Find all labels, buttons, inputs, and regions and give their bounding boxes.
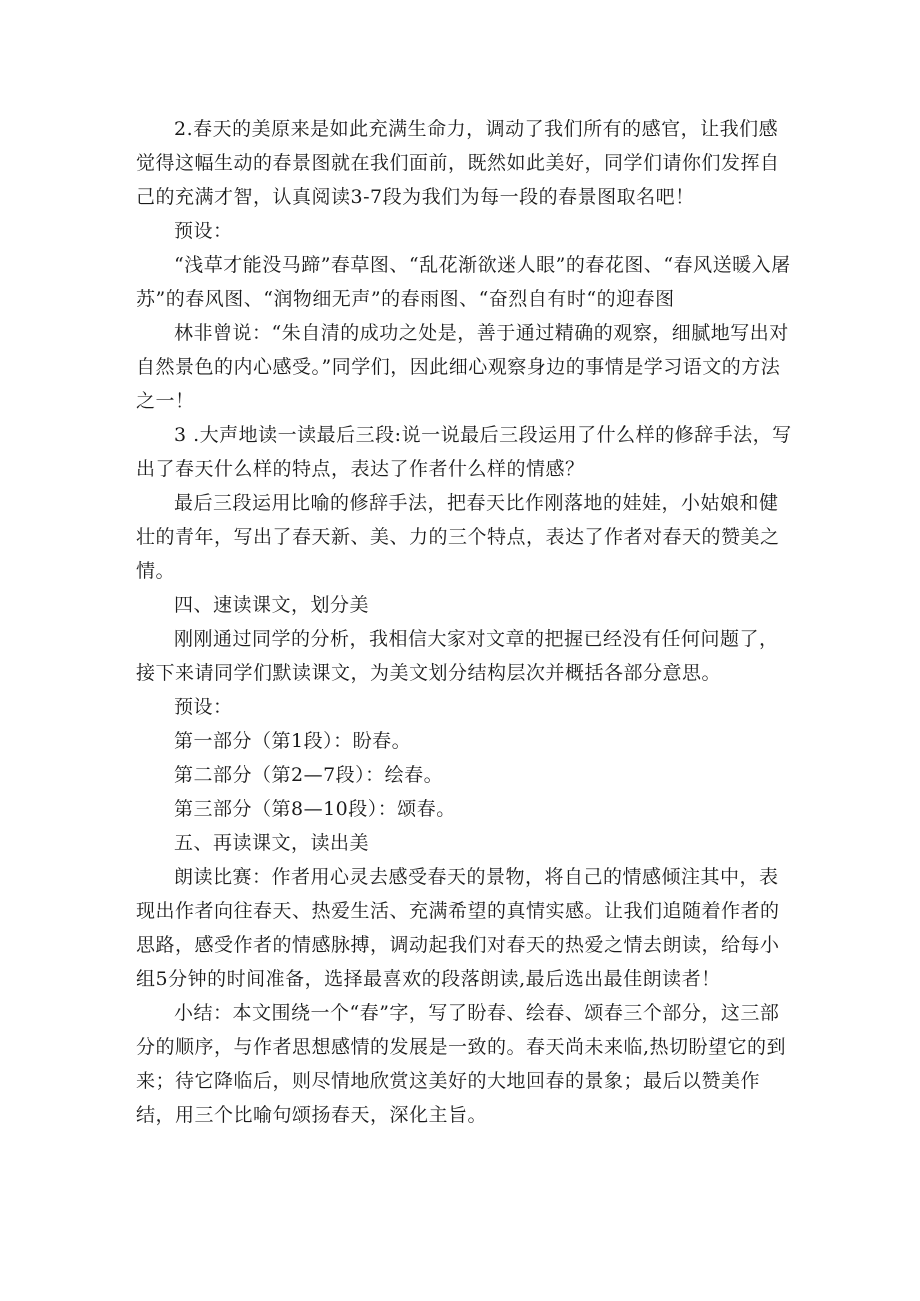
structure-part-3: 第三部分（第8—10段）：颂春。 [174, 798, 456, 820]
paragraph-scene-names: “浅草才能没马蹄”春草图、“乱花渐欲迷人眼”的春花图、“春风送暖入屠苏”的春风图、“润物细无声”的春雨图、“奋烈自有时“的迎春图 [136, 254, 791, 310]
paragraph-task-2: 2.春天的美原来是如此充满生命力，调动了我们所有的感官，让我们感觉得这幅生动的春景图就在我们面前，既然如此美好，同学们请你们发挥自己的充满才智，认真阅读3-7段为我们为每一段的春景图取名吧！ [136, 118, 780, 208]
paragraph-quote: 林非曾说：“朱自清的成功之处是，善于通过精确的观察，细腻地写出对自然景色的内心感受。”同学们，因此细心观察身边的事情是学习语文的方法之一！ [136, 322, 789, 412]
paragraph-answer-3: 最后三段运用比喻的修辞手法，把春天比作刚落地的娃娃，小姑娘和健壮的青年，写出了春天新、美、力的三个特点，表达了作者对春天的赞美之情。 [136, 492, 780, 582]
preset-label: 预设： [174, 696, 233, 718]
structure-part-1: 第一部分（第1段）：盼春。 [174, 730, 412, 752]
section-heading-4: 四、速读课文，划分美 [174, 594, 370, 616]
section-heading-5: 五、再读课文，读出美 [174, 832, 370, 854]
paragraph-reading-contest: 朗读比赛：作者用心灵去感受春天的景物，将自己的情感倾注其中，表现出作者向往春天、热爱生活、充满希望的真情实感。让我们追随着作者的思路，感受作者的情感脉搏，调动起我们对春天的热爱之情去朗读，给每小组5分钟的时间准备，选择最喜欢的段落朗读,最后选出最佳朗读者！ [136, 866, 780, 990]
paragraph-summary: 小结：本文围绕一个“春”字，写了盼春、绘春、颂春三个部分，这三部分的顺序，与作者思想感情的发展是一致的。春天尚未来临,热切盼望它的到来；待它降临后，则尽情地欣赏这美好的大地回春的景象；最后以赞美作结，用三个比喻句颂扬春天，深化主旨。 [136, 1002, 787, 1126]
document-body [136, 112, 792, 1132]
structure-part-2: 第二部分（第2—7段）：绘春。 [174, 764, 444, 786]
paragraph-section-4: 刚刚通过同学的分析，我相信大家对文章的把握已经没有任何问题了，接下来请同学们默读课文，为美文划分结构层次并概括各部分意思。 [136, 628, 779, 684]
preset-label: 预设： [174, 220, 233, 242]
paragraph-task-3: 3 .大声地读一读最后三段:说一说最后三段运用了什么样的修辞手法，写出了春天什么样的特点，表达了作者什么样的情感？ [136, 424, 792, 480]
